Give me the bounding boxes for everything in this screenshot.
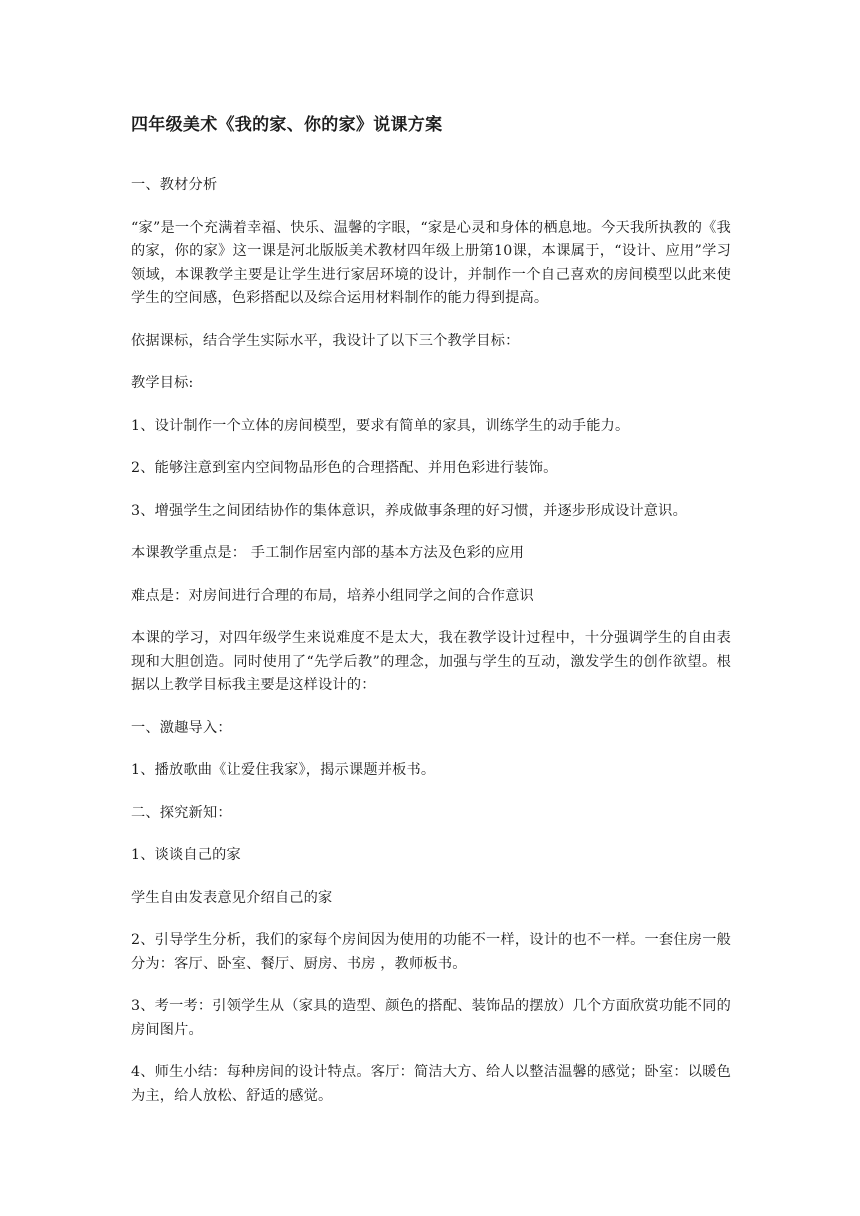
section-heading-explore: 二、探究新知： xyxy=(131,804,232,821)
paragraph-goal-2: 2、能够注意到室内空间物品形色的合理搭配、并用色彩进行装饰。 xyxy=(131,460,558,476)
document-title: 四年级美术《我的家、你的家》说课方案 xyxy=(131,115,443,135)
paragraph-quiz: 3、考一考：引领学生从（家具的造型、颜色的搭配、装饰品的摆放）几个方面欣赏功能不同的房间图片。 xyxy=(131,998,731,1038)
paragraph-goal-1: 1、设计制作一个立体的房间模型，要求有简单的家具，训练学生的动手能力。 xyxy=(131,417,630,434)
paragraph-play-song: 1、播放歌曲《让爱住我家》，揭示课题并板书。 xyxy=(131,762,436,778)
section-heading-textbook-analysis: 一、教材分析 xyxy=(131,177,218,193)
paragraph-students-introduce: 学生自由发表意见介绍自己的家 xyxy=(131,889,333,906)
section-heading-introduction: 一、激趣导入： xyxy=(131,719,232,736)
paragraph-summary: 4、师生小结：每种房间的设计特点。客厅：简洁大方、给人以整洁温馨的感觉；卧室：以暖色为主，给人放松、舒适的感觉。 xyxy=(131,1064,731,1104)
paragraph-key-points: 本课教学重点是： 手工制作居室内部的基本方法及色彩的应用 xyxy=(131,545,525,561)
paragraph-teaching-goals-label: 教学目标: xyxy=(131,375,194,391)
paragraph-goal-3: 3、增强学生之间团结协作的集体意识，养成做事条理的好习惯，并逐步形成设计意识。 xyxy=(131,502,687,519)
paragraph-curriculum-basis: 依据课标，结合学生实际水平，我设计了以下三个教学目标： xyxy=(131,332,520,349)
paragraph-design-approach: 本课的学习，对四年级学生来说难度不是太大，我在教学设计过程中，十分强调学生的自由表现和大胆创造。同时使用了“先学后教”的理念，加强与学生的互动，激发学生的创作欲望。根据以上教学目标我主要是这样设计的： xyxy=(131,630,731,693)
paragraph-difficulties: 难点是：对房间进行合理的布局，培养小组同学之间的合作意识 xyxy=(131,587,534,604)
paragraph-home-intro: “家”是一个充满着幸福、快乐、温馨的字眼，“家是心灵和身体的栖息地。今天我所执教的《我的家，你的家》这一课是河北版版美术教材四年级上册第10课，本课属于，“设计、应用”学习领域，本课教学主要是让学生进行家居环境的设计，并制作一个自己喜欢的房间模型以此来使学生的空间感，色彩搭配以及综合运用材料制作的能力得到提高。 xyxy=(131,219,731,306)
paragraph-talk-about-home: 1、谈谈自己的家 xyxy=(131,847,241,863)
document-page xyxy=(131,112,731,1127)
paragraph-room-analysis: 2、引导学生分析，我们的家每个房间因为使用的功能不一样，设计的也不一样。一套住房一般分为：客厅、卧室、餐厅、厨房、书房 ，教师板书。 xyxy=(131,932,731,972)
